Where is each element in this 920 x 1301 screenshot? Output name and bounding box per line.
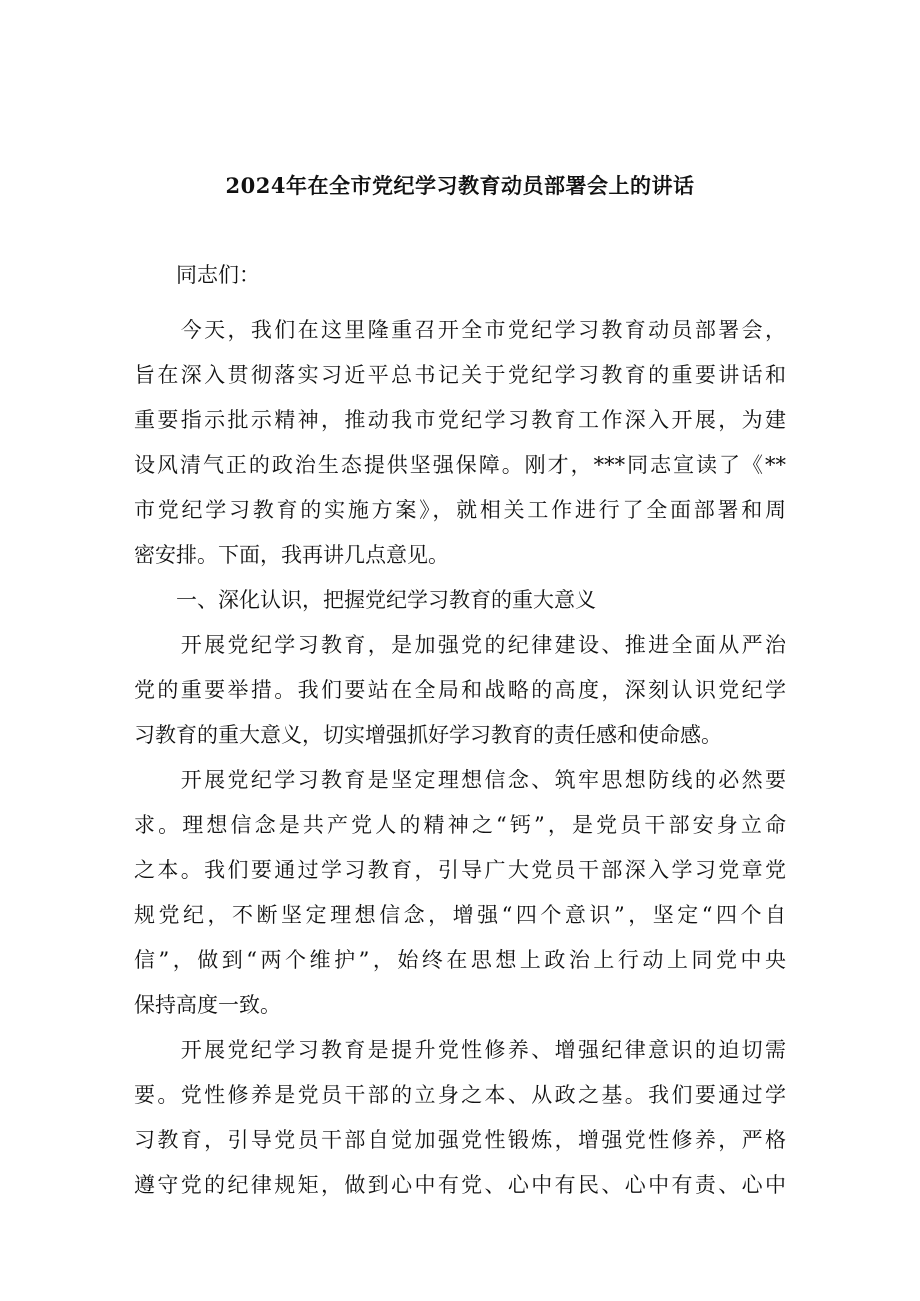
text-line: 之本。我们要通过学习教育，引导广大党员干部深入学习党章党 bbox=[134, 858, 786, 882]
text-line: 规党纪，不断坚定理想信念，增强“四个意识”，坚定“四个自 bbox=[134, 903, 786, 927]
text-line: 开展党纪学习教育是提升党性修养、增强纪律意识的迫切需 bbox=[134, 1038, 786, 1062]
text-line: 一、深化认识，把握党纪学习教育的重大意义 bbox=[134, 588, 596, 612]
text-line: 今天，我们在这里隆重召开全市党纪学习教育动员部署会， bbox=[134, 318, 786, 342]
text-line: 习教育，引导党员干部自觉加强党性锻炼，增强党性修养，严格 bbox=[134, 1128, 786, 1152]
document-body bbox=[134, 253, 786, 1208]
text-line: 同志们： bbox=[134, 263, 260, 287]
text-line: 重要指示批示精神，推动我市党纪学习教育工作深入开展，为建 bbox=[134, 408, 786, 432]
text-line: 旨在深入贯彻落实习近平总书记关于党纪学习教育的重要讲话和 bbox=[134, 363, 786, 387]
text-line: 开展党纪学习教育，是加强党的纪律建设、推进全面从严治 bbox=[134, 633, 786, 657]
text-line: 市党纪学习教育的实施方案》，就相关工作进行了全面部署和周 bbox=[134, 498, 786, 522]
text-line: 遵守党的纪律规矩，做到心中有党、心中有民、心中有责、心中 bbox=[134, 1173, 786, 1197]
text-line: 求。理想信念是共产党人的精神之“钙”，是党员干部安身立命 bbox=[134, 813, 786, 837]
text-line: 党的重要举措。我们要站在全局和战略的高度，深刻认识党纪学 bbox=[134, 678, 786, 702]
text-line: 开展党纪学习教育是坚定理想信念、筑牢思想防线的必然要 bbox=[134, 768, 786, 792]
text-line: 要。党性修养是党员干部的立身之本、从政之基。我们要通过学 bbox=[134, 1083, 786, 1107]
text-line: 保持高度一致。 bbox=[134, 993, 281, 1017]
document-title: 2024年在全市党纪学习教育动员部署会上的讲话 bbox=[225, 173, 695, 198]
text-line: 习教育的重大意义，切实增强抓好学习教育的责任感和使命感。 bbox=[134, 723, 722, 747]
text-line: 设风清气正的政治生态提供坚强保障。刚才，***同志宣读了《** bbox=[134, 453, 786, 477]
paragraph-gap bbox=[134, 298, 786, 308]
text-line: 密安排。下面，我再讲几点意见。 bbox=[134, 543, 449, 567]
text-line: 信”，做到“两个维护”，始终在思想上政治上行动上同党中央 bbox=[134, 948, 786, 972]
